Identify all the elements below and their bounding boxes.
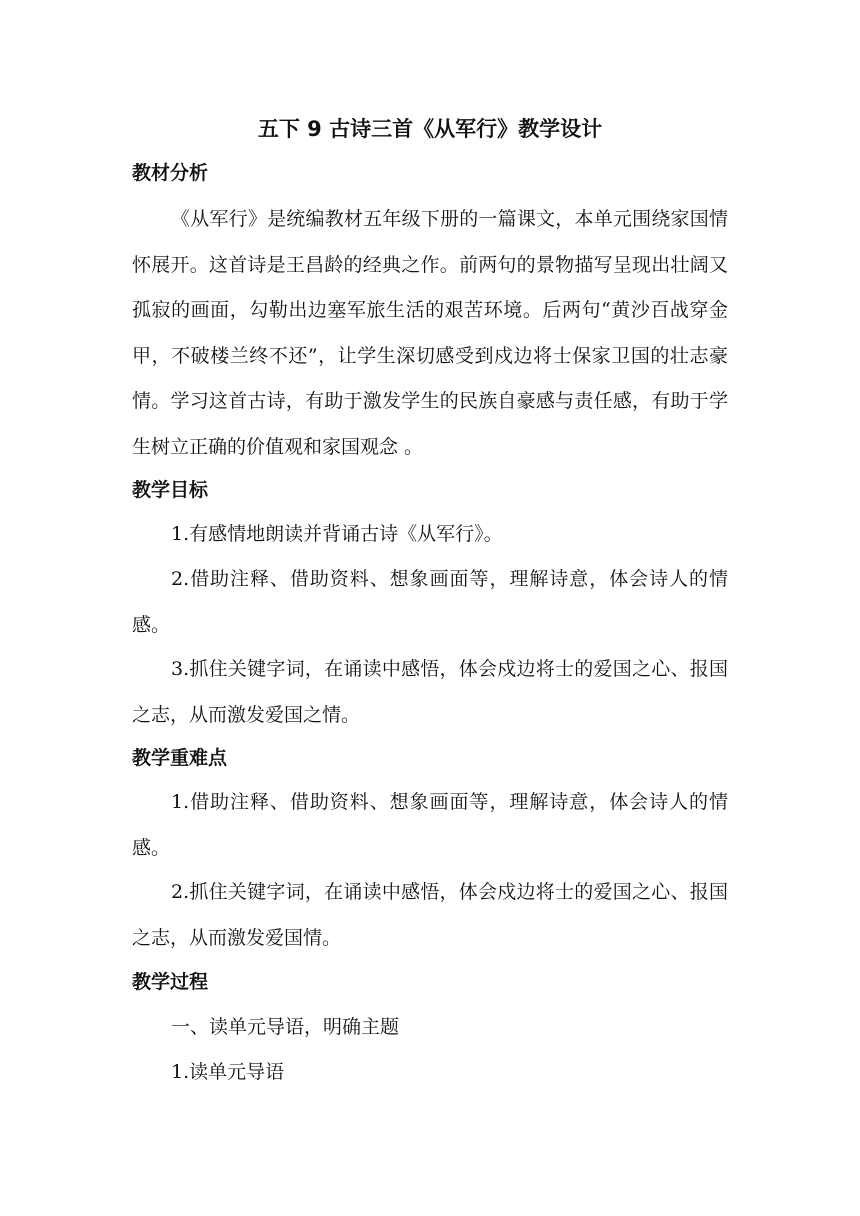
process-step-2: 1.读单元导语 [171, 1061, 285, 1083]
section-heading-analysis: 教材分析 [132, 162, 209, 184]
analysis-paragraph: 《从军行》是统编教材五年级下册的一篇课文，本单元围绕家国情怀展开。这首诗是王昌龄的经典之作。前两句的景物描写呈现出壮阔又孤寂的画面，勾勒出边塞军旅生活的艰苦环境。后两句“黄沙百战穿金甲，不破楼兰终不还”，让学生深切感受到戍边将士保家卫国的壮志豪情。学习这首古诗，有助于激发学生的民族自豪感与责任感，有助于学生树立正确的价值观和家国观念 。 [132, 208, 728, 458]
process-step-1: 一、读单元导语，明确主题 [171, 1016, 400, 1038]
key-point-item-1: 1.借助注释、借助资料、想象画面等，理解诗意，体会诗人的情感。 [132, 791, 728, 859]
section-heading-process: 教学过程 [132, 971, 209, 993]
goal-item-1: 1.有感情地朗读并背诵古诗《从军行》。 [171, 523, 503, 545]
section-heading-key-points: 教学重难点 [132, 747, 228, 769]
goal-item-3: 3.抓住关键字词，在诵读中感悟，体会戍边将士的爱国之心、报国之志，从而激发爱国之情。 [132, 658, 728, 726]
key-point-item-2: 2.抓住关键字词，在诵读中感悟，体会戍边将士的爱国之心、报国之志，从而激发爱国情。 [132, 881, 728, 949]
goal-item-2: 2.借助注释、借助资料、想象画面等，理解诗意，体会诗人的情感。 [132, 568, 728, 636]
section-heading-goals: 教学目标 [132, 479, 209, 501]
document-title: 五下 9 古诗三首《从军行》教学设计 [257, 117, 603, 141]
